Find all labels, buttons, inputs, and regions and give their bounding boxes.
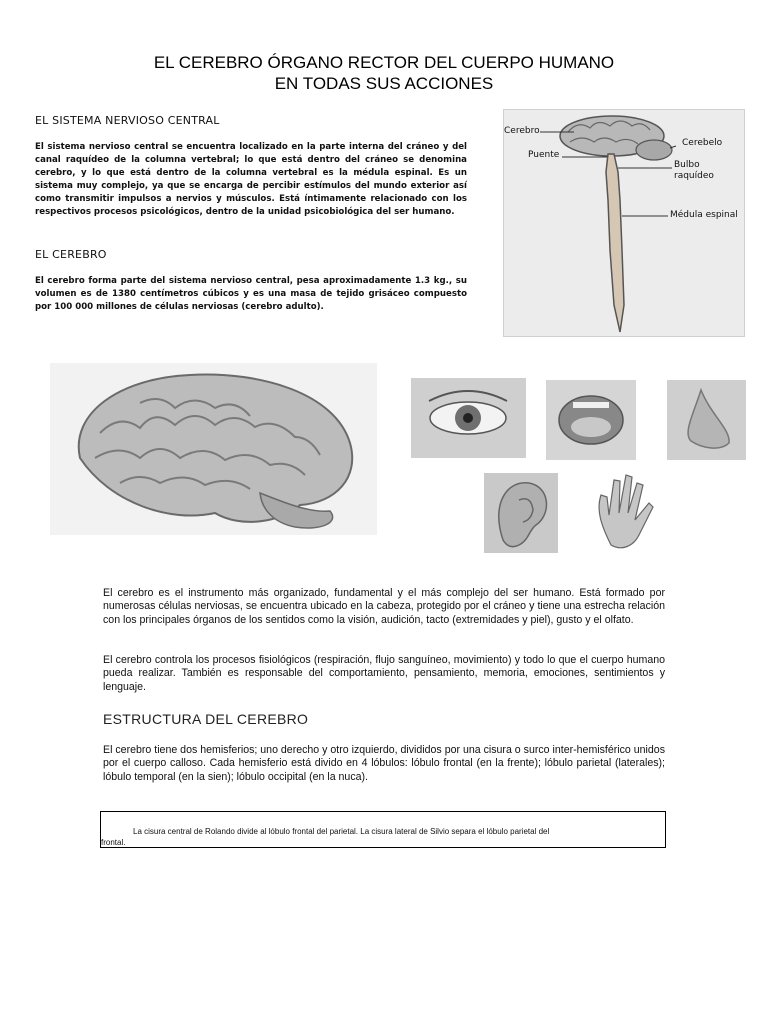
label-cerebro: Cerebro <box>504 126 540 136</box>
page-title <box>0 52 768 94</box>
note-line-1: La cisura central de Rolando divide al lóbulo frontal del parietal. La cisura lateral de Silvio separa el lóbulo parietal del <box>133 827 550 836</box>
title-line-2: EN TODAS SUS ACCIONES <box>274 74 494 93</box>
paragraph-intro: El cerebro es el instrumento más organizado, fundamental y el más complejo del ser humano. Está formado por numerosas células nerviosas, se encuentra ubicado en la cabeza, protegido por el cráneo y tiene una estrecha relación con los principales órganos de los sentidos como la visión, audición, tacto (extremidades y piel), gusto y el olfato. <box>103 587 665 626</box>
section-heading-estructura: ESTRUCTURA DEL CEREBRO <box>103 711 309 727</box>
paragraph-estructura: El cerebro tiene dos hemisferios; uno derecho y otro izquierdo, divididos por una cisura o surco inter-hemisférico unidos por el cuerpo calloso. Cada hemisferio está divido en 4 lóbulos: lóbulo frontal (en la frente); lóbulo parietal (laterales); lóbulo temporal (en la sien); lóbulo occipital (en la nuca). <box>103 744 665 783</box>
note-box <box>100 811 666 848</box>
senses-collage <box>411 375 746 553</box>
section-heading-sistema: EL SISTEMA NERVIOSO CENTRAL <box>35 114 220 127</box>
label-cerebelo: Cerebelo <box>682 138 723 148</box>
brain-illustration <box>50 363 377 535</box>
brain-photo <box>50 363 377 535</box>
cerebro-paragraph: El cerebro forma parte del sistema nervioso central, pesa aproximadamente 1.3 kg., su volumen es de 1380 centímetros cúbicos y es una masa de tejido grisáceo compuesto por 100 000 millones de células nerviosas (cerebro adulto). <box>35 276 467 312</box>
nervous-system-diagram <box>503 109 745 337</box>
label-medula: Médula espinal <box>670 210 738 220</box>
label-bulbo: Bulbo raquídeo <box>674 160 714 181</box>
paragraph-control: El cerebro controla los procesos fisiológicos (respiración, flujo sanguíneo, movimiento) y todo lo que el cuerpo humano pueda realizar. También es responsable del comportamiento, pensamiento, memoria, emociones, sentimientos y lenguaje. <box>103 654 665 693</box>
title-line-1: EL CEREBRO ÓRGANO RECTOR DEL CUERPO HUMANO <box>153 53 615 72</box>
senses-illustration <box>411 375 746 553</box>
label-puente: Puente <box>528 150 560 160</box>
section-heading-cerebro: EL CEREBRO <box>35 248 107 261</box>
note-line-2: frontal. <box>101 838 126 847</box>
sistema-paragraph: El sistema nervioso central se encuentra localizado en la parte interna del cráneo y del canal raquídeo de la columna vertebral; lo que está dentro del cráneo se denomina cerebro, y lo que está dentro de la columna vertebral es la médula espinal. Es un sistema muy complejo, ya que se encarga de percibir estímulos del mundo exterior así como transmitir impulsos a nervios y músculos. Está íntimamente relacionado con los respectivos procesos psicológicos, dentro de la unidad psicobiológica del ser humano. <box>35 142 467 217</box>
